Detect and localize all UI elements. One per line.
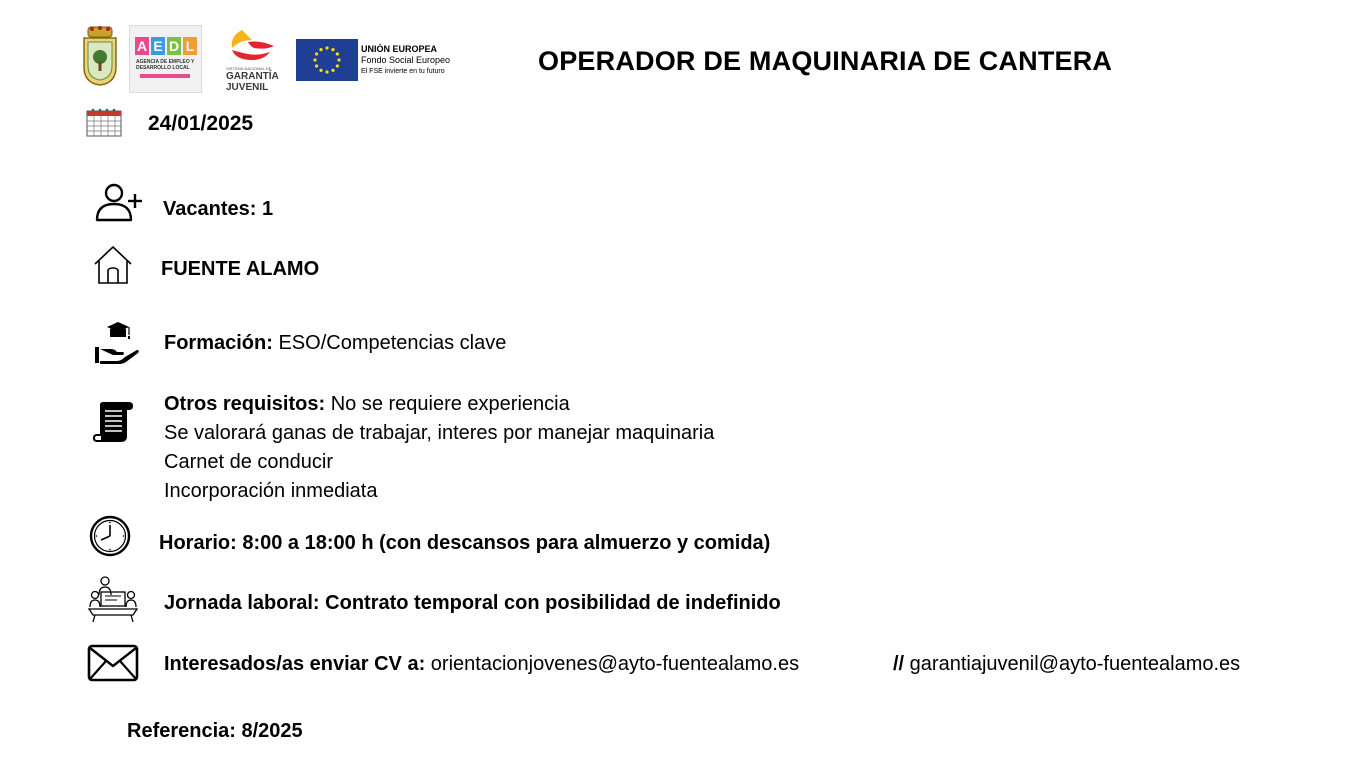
garantia-line1: SISTEMA NACIONAL DE [226,66,272,71]
location-text: FUENTE ALAMO [161,258,320,280]
page-title: OPERADOR DE MAQUINARIA DE CANTERA [538,46,1113,76]
garantia-juvenil-emblem [222,26,284,66]
contacto-row [164,650,799,679]
vacantes-text: Vacantes: 1 [163,198,274,220]
clock-icon [89,515,131,557]
contacto-separator: // [893,653,905,675]
horario-text: Horario: 8:00 a 18:00 h (con descansos para almuerzo y comida) [159,532,771,554]
requisitos-line-3: Incorporación inmediata [164,480,378,502]
requisitos-row [164,390,570,419]
jornada-text: Jornada laboral: Contrato temporal con posibilidad de indefinido [164,592,781,614]
aedl-letter-e: E [151,37,165,55]
aedl-letter-a: A [136,38,148,54]
scroll-document-icon [91,398,135,444]
meeting-desk-icon [87,575,139,623]
garantia-juvenil-logo [222,26,284,92]
formacion-value: ESO/Competencias clave [272,332,507,354]
referencia-text: Referencia: 8/2025 [127,720,303,742]
contacto-email-2[interactable]: garantiajuvenil@ayto-fuentealamo.es [904,653,1241,675]
eu-title: UNIÓN EUROPEA [361,44,438,54]
contacto-email-1[interactable]: orientacionjovenes@ayto-fuentealamo.es [425,653,800,675]
eu-line2: Fondo Social Europeo [361,55,451,65]
education-hand-icon [93,319,141,367]
aedl-caption: AGENCIA DE EMPLEO Y DESARROLLO LOCAL [136,59,195,71]
aedl-letter-l: L [183,37,197,55]
requisitos-line-1: Se valorará ganas de trabajar, interes por manejar maquinaria [164,422,715,444]
eu-flag-icon [296,39,358,81]
envelope-icon [87,644,139,682]
calendar-icon [84,107,124,138]
requisitos-label: Otros requisitos: [164,393,326,415]
formacion-label: Formación: [164,332,273,354]
add-user-icon [94,182,146,222]
municipal-crest-logo [82,25,118,87]
eu-line3: El FSE invierte en tu futuro [361,68,445,75]
garantia-line3: JUVENIL [226,82,269,93]
eu-caption [361,44,450,77]
publication-date: 24/01/2025 [148,112,254,135]
aedl-logo [129,25,202,93]
house-icon [92,244,134,286]
requisitos-line-2: Carnet de conducir [164,451,333,473]
requisitos-value: No se requiere experiencia [325,393,570,415]
formacion-row [164,329,506,358]
aedl-letter-d: D [168,38,180,54]
garantia-line2: GARANTÍA [226,71,279,82]
contacto-label: Interesados/as enviar CV a: [164,653,426,675]
contacto-row-2 [893,650,1240,679]
